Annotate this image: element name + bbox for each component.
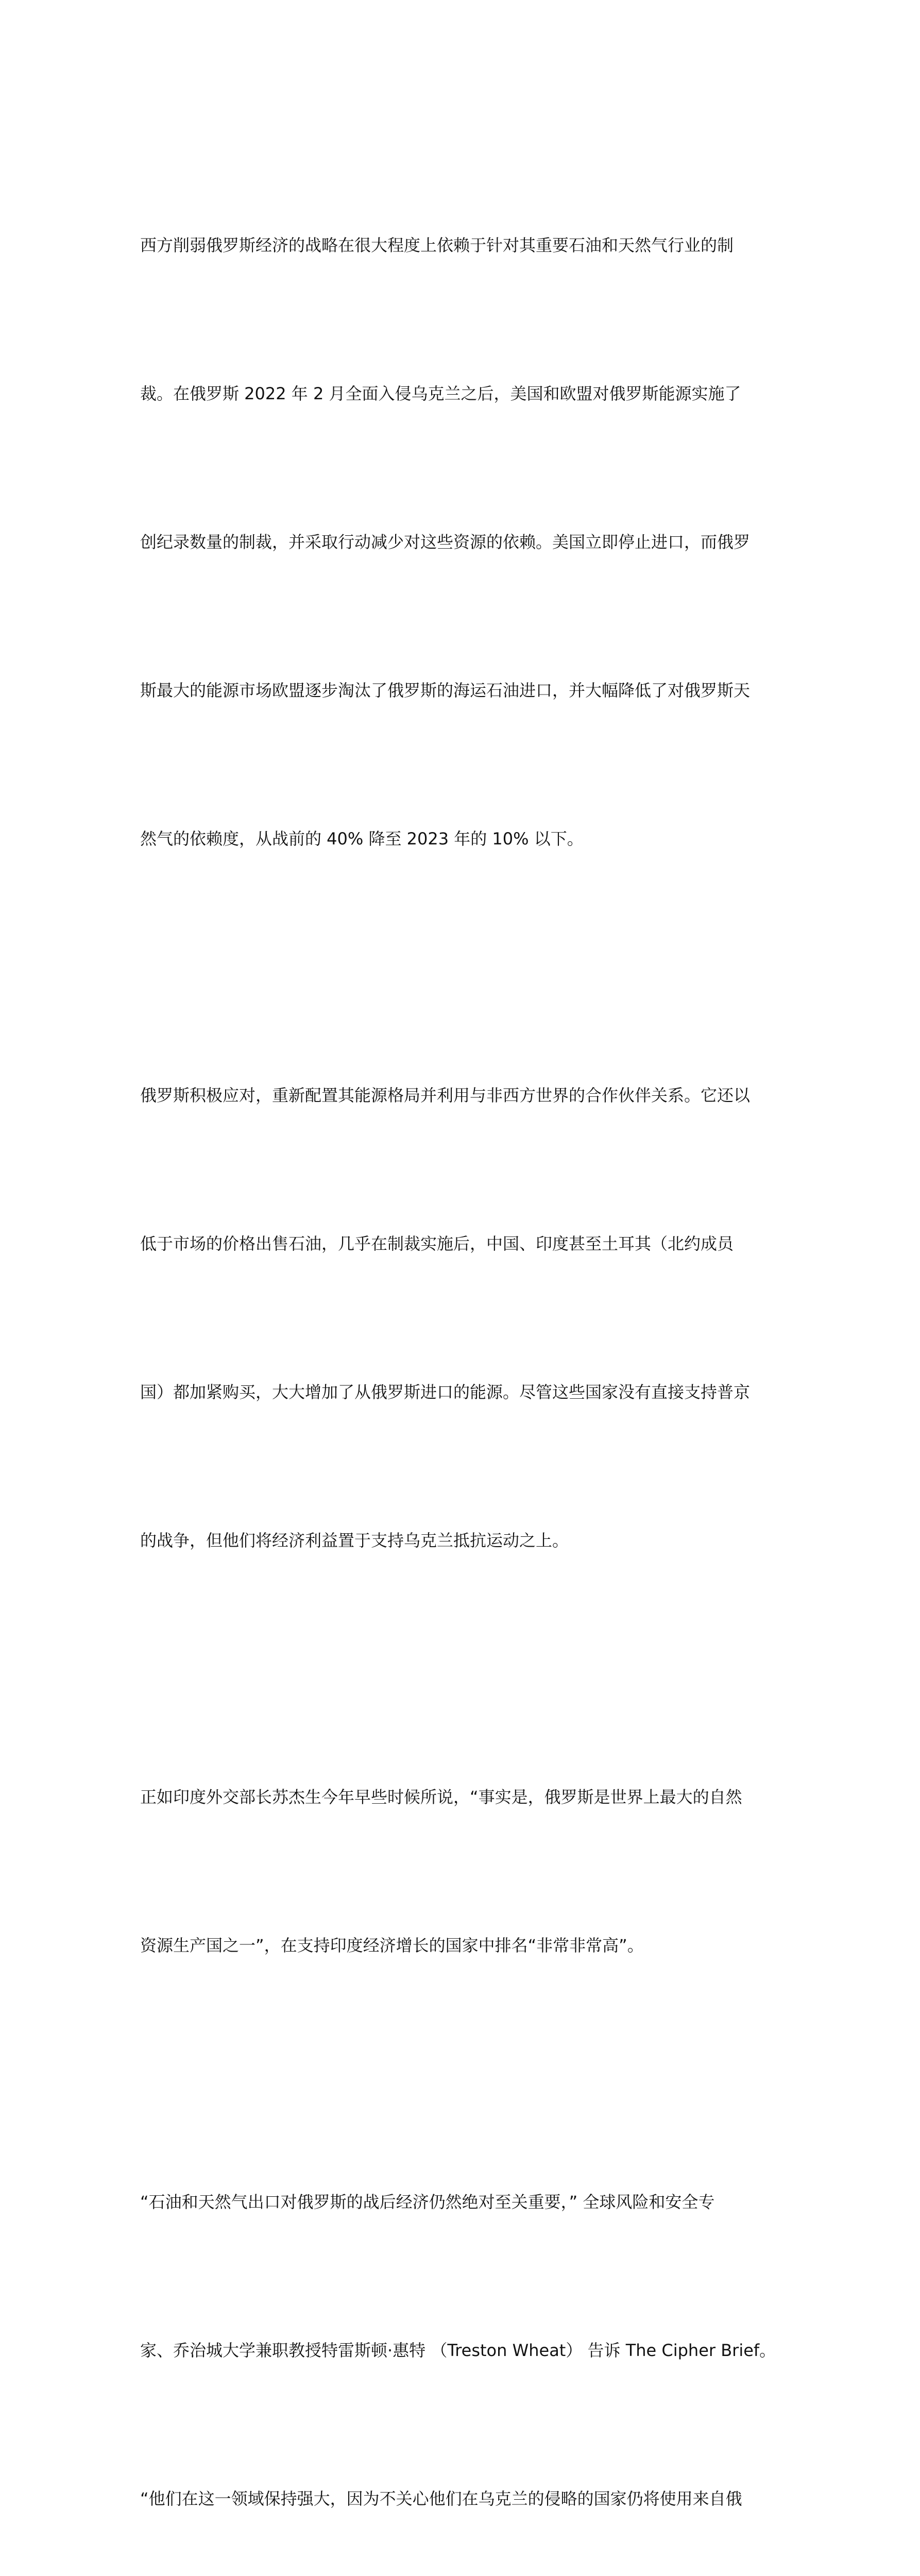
paragraph-2	[140, 972, 789, 1664]
paragraph-1-line-2: 裁。在俄罗斯 2022 年 2 月全面入侵乌克兰之后，美国和欧盟对俄罗斯能源实施了	[140, 384, 741, 403]
paragraph-1-line-3: 创纪录数量的制裁，并采取行动减少对这些资源的依赖。美国立即停止进口，而俄罗	[140, 532, 751, 552]
paragraph-2-line-4: 的战争，但他们将经济利益置于支持乌克兰抵抗运动之上。	[140, 1531, 569, 1550]
paragraph-2-line-1: 俄罗斯积极应对，重新配置其能源格局并利用与非西方世界的合作伙伴关系。它还以	[140, 1086, 751, 1105]
article-body	[140, 122, 789, 2576]
paragraph-1-line-4: 斯最大的能源市场欧盟逐步淘汰了俄罗斯的海运石油进口，并大幅降低了对俄罗斯天	[140, 681, 751, 700]
paragraph-4-line-3: “他们在这一领域保持强大，因为不关心他们在乌克兰的侵略的国家仍将使用来自俄	[140, 2489, 742, 2509]
paragraph-1-line-1: 西方削弱俄罗斯经济的战略在很大程度上依赖于针对其重要石油和天然气行业的制	[140, 235, 734, 255]
paragraph-1	[140, 122, 789, 962]
paragraph-2-line-2: 低于市场的价格出售石油，几乎在制裁实施后，中国、印度甚至土耳其（北约成员	[140, 1234, 734, 1253]
paragraph-3-line-2: 资源生产国之一”，在支持印度经济增长的国家中排名“非常非常高”。	[140, 1936, 644, 1955]
paragraph-3	[140, 1673, 789, 2069]
paragraph-4-line-1: “石油和天然气出口对俄罗斯的战后经济仍然绝对至关重要，” 全球风险和安全专	[140, 2192, 715, 2212]
paragraph-4-line-2: 家、乔治城大学兼职教授特雷斯顿·惠特 （Treston Wheat） 告诉 The Cipher Brief。	[140, 2341, 776, 2360]
paragraph-1-line-5: 然气的依赖度，从战前的 40% 降至 2023 年的 10% 以下。	[140, 829, 584, 849]
paragraph-3-line-1: 正如印度外交部长苏杰生今年早些时候所说，“事实是，俄罗斯是世界上最大的自然	[140, 1787, 742, 1807]
paragraph-4	[140, 2078, 789, 2576]
paragraph-2-line-3: 国）都加紧购买，大大增加了从俄罗斯进口的能源。尽管这些国家没有直接支持普京	[140, 1382, 751, 1402]
